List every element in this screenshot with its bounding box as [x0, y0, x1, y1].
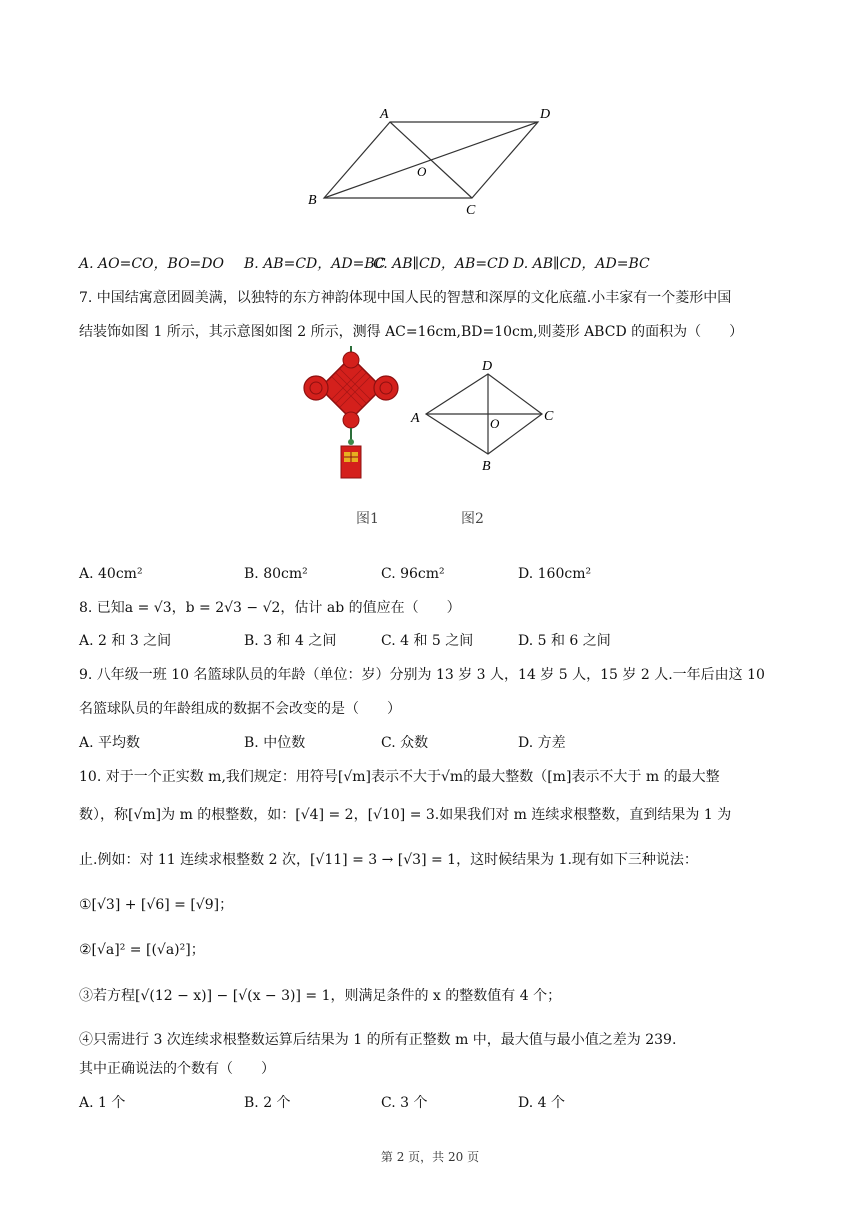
q8-option-b: B. 3 和 4 之间: [244, 633, 337, 649]
q9-stem-line1: 9. 八年级一班 10 名篮球队员的年龄（单位：岁）分别为 13 岁 3 人，14 岁 5 人，15 岁 2 人.一年后由这 10: [79, 667, 765, 683]
q6-option-d: D. AB∥CD，AD=BC: [513, 256, 650, 272]
q7-option-b: B. 80cm²: [244, 566, 308, 582]
chinese-knot-illustration: [300, 346, 406, 482]
q10-statement-4: ④只需进行 3 次连续求根整数运算后结果为 1 的所有正整数 m 中，最大值与最小值之差为 239.: [79, 1032, 677, 1048]
q10-statement-3: ③若方程[√(12 − x)] − [√(x − 3)] = 1，则满足条件的 x 的整数值有 4 个；: [79, 988, 562, 1004]
rhombus-label-B: B: [482, 459, 491, 474]
q8-option-d: D. 5 和 6 之间: [518, 633, 611, 649]
page-footer: 第 2 页，共 20 页: [380, 1150, 480, 1164]
rhombus-label-C: C: [544, 409, 554, 424]
q10-stem-line3: 止.例如：对 11 连续求根整数 2 次，[√11] = 3 → [√3] = 1，这时候结果为 1.现有如下三种说法：: [79, 852, 698, 868]
q9-option-c: C. 众数: [381, 735, 429, 751]
q10-stem-line1: 10. 对于一个正实数 m,我们规定：用符号[√m]表示不大于√m的最大整数（[m]表示不大于 m 的最大整: [79, 769, 720, 785]
rhombus-label-O: O: [490, 416, 500, 431]
q10-statement-2: ②[√a]² = [(√a)²]；: [79, 942, 205, 958]
rhombus-label-A: A: [411, 411, 420, 426]
label-O: O: [417, 164, 427, 179]
q9-option-a: A. 平均数: [79, 735, 141, 751]
q9-stem-line2: 名篮球队员的年龄组成的数据不会改变的是（ ）: [79, 701, 401, 717]
q7-stem-line2: 结装饰如图 1 所示，其示意图如图 2 所示，测得 AC=16cm,BD=10cm,则菱形 ABCD 的面积为（ ）: [79, 324, 744, 340]
q8-stem: 8. 已知a = √3，b = 2√3 − √2，估计 ab 的值应在（ ）: [79, 600, 461, 616]
q9-option-b: B. 中位数: [244, 735, 306, 751]
q9-option-d: D. 方差: [518, 735, 566, 751]
fig2-caption: 图2: [461, 511, 484, 527]
q7-option-c: C. 96cm²: [381, 566, 445, 582]
parallelogram-figure: [300, 100, 570, 220]
label-B: B: [308, 193, 317, 208]
q10-option-c: C. 3 个: [381, 1095, 428, 1111]
label-A: A: [380, 107, 389, 122]
q7-option-a: A. 40cm²: [79, 566, 143, 582]
q10-option-d: D. 4 个: [518, 1095, 565, 1111]
q10-stem-line2: 数），称[√m]为 m 的根整数，如：[√4] = 2，[√10] = 3.如果我们对 m 连续求根整数，直到结果为 1 为: [79, 807, 732, 823]
q6-option-a: A. AO=CO，BO=DO: [79, 256, 224, 272]
q10-statement-1: ①[√3] + [√6] = [√9]；: [79, 897, 234, 913]
q8-option-c: C. 4 和 5 之间: [381, 633, 474, 649]
fig1-caption: 图1: [356, 511, 379, 527]
q8-option-a: A. 2 和 3 之间: [79, 633, 172, 649]
rhombus-figure: [406, 354, 566, 476]
q6-option-b: B. AB=CD，AD=BC: [244, 256, 386, 272]
q10-ask: 其中正确说法的个数有（ ）: [79, 1061, 275, 1077]
rhombus-label-D: D: [482, 359, 493, 374]
q6-option-c: C. AB∥CD，AB=CD: [373, 256, 509, 272]
q10-option-a: A. 1 个: [79, 1095, 126, 1111]
label-D: D: [540, 107, 551, 122]
q7-stem-line1: 7. 中国结寓意团圆美满，以独特的东方神韵体现中国人民的智慧和深厚的文化底蕴.小丰家有一个菱形中国: [79, 290, 732, 306]
q10-option-b: B. 2 个: [244, 1095, 291, 1111]
label-C: C: [466, 203, 476, 218]
q7-option-d: D. 160cm²: [518, 566, 592, 582]
